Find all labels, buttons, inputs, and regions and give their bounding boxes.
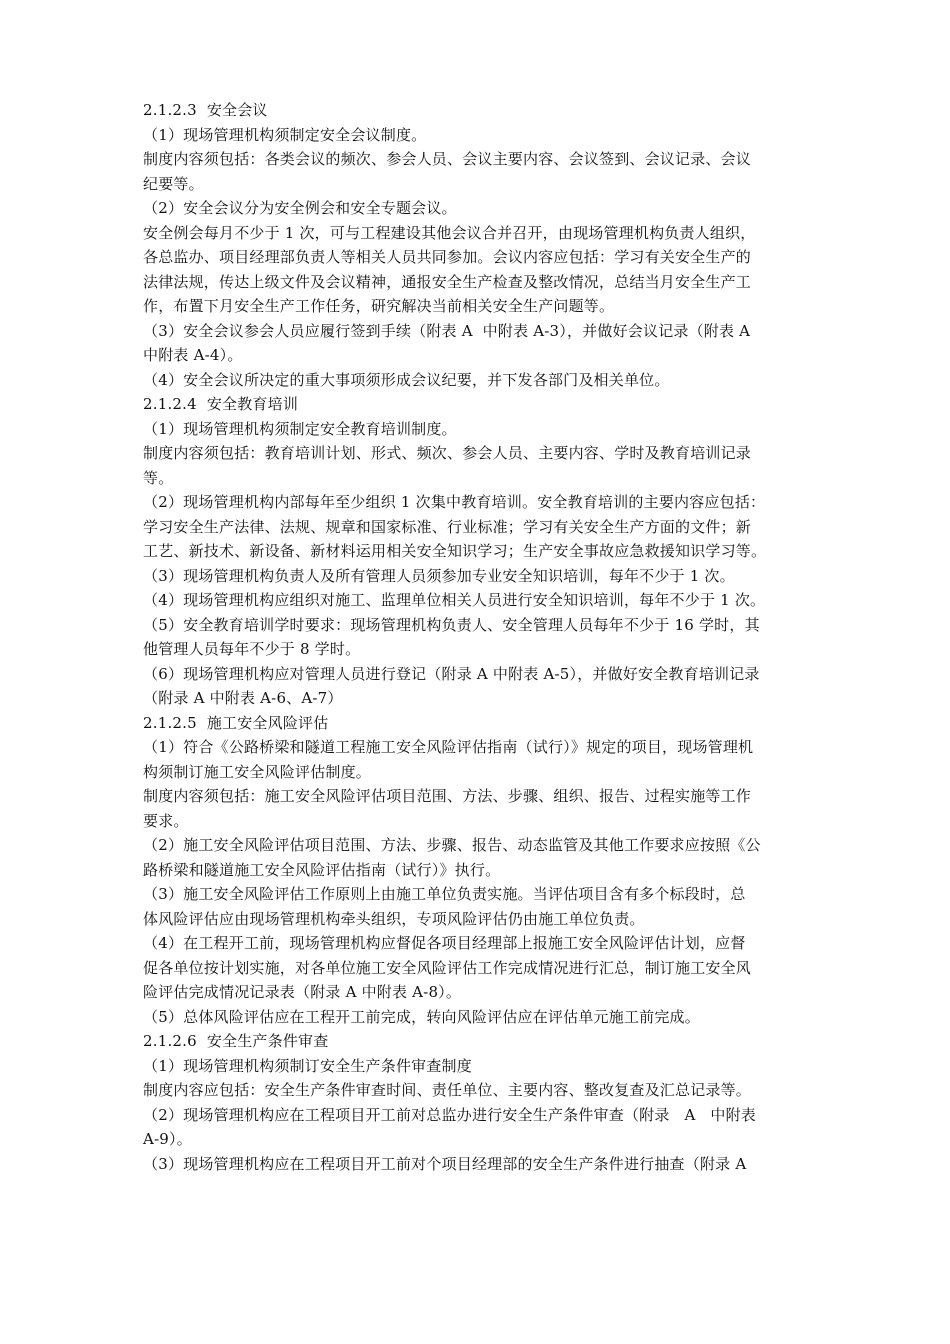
text-line: 工艺、新技术、新设备、新材料运用相关安全知识学习；生产安全事故应急救援知识学习等。	[143, 542, 767, 560]
text-line: （5）安全教育培训学时要求：现场管理机构负责人、安全管理人员每年不少于 16 学时，其	[143, 615, 760, 634]
text-line: 制度内容须包括：教育培训计划、形式、频次、参会人员、主要内容、学时及教育培训记录	[143, 444, 752, 462]
section-heading: 2.1.2.3 安全会议	[143, 101, 268, 119]
text-line: 中附表 A-4）。	[143, 346, 243, 364]
text-line: （3）施工安全风险评估工作原则上由施工单位负责实施。当评估项目含有多个标段时，总	[143, 885, 746, 903]
text-line: （2）安全会议分为安全例会和安全专题会议。	[143, 199, 457, 217]
text-line: 法律法规，传达上级文件及会议精神，通报安全生产检查及整改情况，总结当月安全生产工	[143, 272, 752, 291]
text-line: 险评估完成情况记录表（附录 A 中附表 A-8）。	[143, 983, 462, 1001]
document-page	[143, 98, 823, 1176]
text-line: 学习安全生产法律、法规、规章和国家标准、行业标准；学习有关安全生产方面的文件；新	[143, 517, 752, 536]
text-line: 要求。	[143, 811, 189, 830]
text-line: 等。	[143, 468, 174, 487]
text-line: A-9）。	[143, 1130, 192, 1148]
text-line: 构须制订施工安全风险评估制度。	[143, 762, 372, 781]
text-line: （2）施工安全风险评估项目范围、方法、步骤、报告、动态监管及其他工作要求应按照《公	[143, 836, 761, 854]
text-line: （1）现场管理机构须制定安全会议制度。	[143, 125, 427, 144]
text-line: （1）现场管理机构须制订安全生产条件审查制度	[143, 1056, 472, 1075]
text-line: 各总监办、项目经理部负责人等相关人员共同参加。会议内容应包括：学习有关安全生产的	[143, 248, 752, 266]
text-line: 促各单位按计划实施，对各单位施工安全风险评估工作完成情况进行汇总，制订施工安全风	[143, 958, 752, 977]
text-line: 体风险评估应由现场管理机构牵头组织，专项风险评估仍由施工单位负责。	[143, 909, 645, 928]
text-line: 纪要等。	[143, 174, 204, 193]
text-line: （6）现场管理机构应对管理人员进行登记（附录 A 中附表 A-5），并做好安全教育培训记录	[143, 664, 760, 683]
text-line: （1）符合《公路桥梁和隧道工程施工安全风险评估指南（试行）》规定的项目，现场管理机	[143, 738, 754, 756]
text-line: （3）现场管理机构负责人及所有管理人员须参加专业安全知识培训，每年不少于 1 次。	[143, 566, 735, 585]
text-line: （4）现场管理机构应组织对施工、监理单位相关人员进行安全知识培训，每年不少于 1 次。	[143, 591, 766, 609]
text-line: 他管理人员每年不少于 8 学时。	[143, 640, 361, 658]
section-heading: 2.1.2.5 施工安全风险评估	[143, 713, 329, 732]
section-heading: 2.1.2.4 安全教育培训	[143, 395, 299, 413]
text-line: 安全例会每月不少于 1 次，可与工程建设其他会议合并召开，由现场管理机构负责人组织，	[143, 223, 756, 242]
text-line: （1）现场管理机构须制定安全教育培训制度。	[143, 419, 457, 438]
text-line: 制度内容须包括：施工安全风险评估项目范围、方法、步骤、组织、报告、过程实施等工作	[143, 787, 752, 805]
text-line: 制度内容应包括：安全生产条件审查时间、责任单位、主要内容、整改复查及汇总记录等。	[143, 1081, 752, 1099]
text-line: 制度内容须包括：各类会议的频次、参会人员、会议主要内容、会议签到、会议记录、会议	[143, 150, 752, 168]
text-line: （2）现场管理机构内部每年至少组织 1 次集中教育培训。安全教育培训的主要内容应包括：	[143, 493, 766, 511]
text-line: （4）在工程开工前，现场管理机构应督促各项目经理部上报施工安全风险评估计划，应督	[143, 934, 746, 952]
text-line: 作，布置下月安全生产工作任务，研究解决当前相关安全生产问题等。	[143, 297, 615, 315]
text-line: （5）总体风险评估应在工程开工前完成，转向风险评估应在评估单元施工前完成。	[143, 1007, 700, 1026]
text-line: （3）安全会议参会人员应履行签到手续（附表 A 中附表 A-3），并做好会议记录（附表 A	[143, 321, 751, 340]
text-line: （附录 A 中附表 A-6、A-7）	[143, 689, 343, 707]
text-line: （2）现场管理机构应在工程项目开工前对总监办进行安全生产条件审查（附录 A 中附表	[143, 1105, 756, 1124]
section-heading: 2.1.2.6 安全生产条件审查	[143, 1032, 329, 1050]
text-line: （4）安全会议所决定的重大事项须形成会议纪要，并下发各部门及相关单位。	[143, 370, 670, 389]
text-line: （3）现场管理机构应在工程项目开工前对个项目经理部的安全生产条件进行抽查（附录 A	[143, 1154, 747, 1173]
text-line: 路桥梁和隧道施工安全风险评估指南（试行）》执行。	[143, 860, 501, 879]
